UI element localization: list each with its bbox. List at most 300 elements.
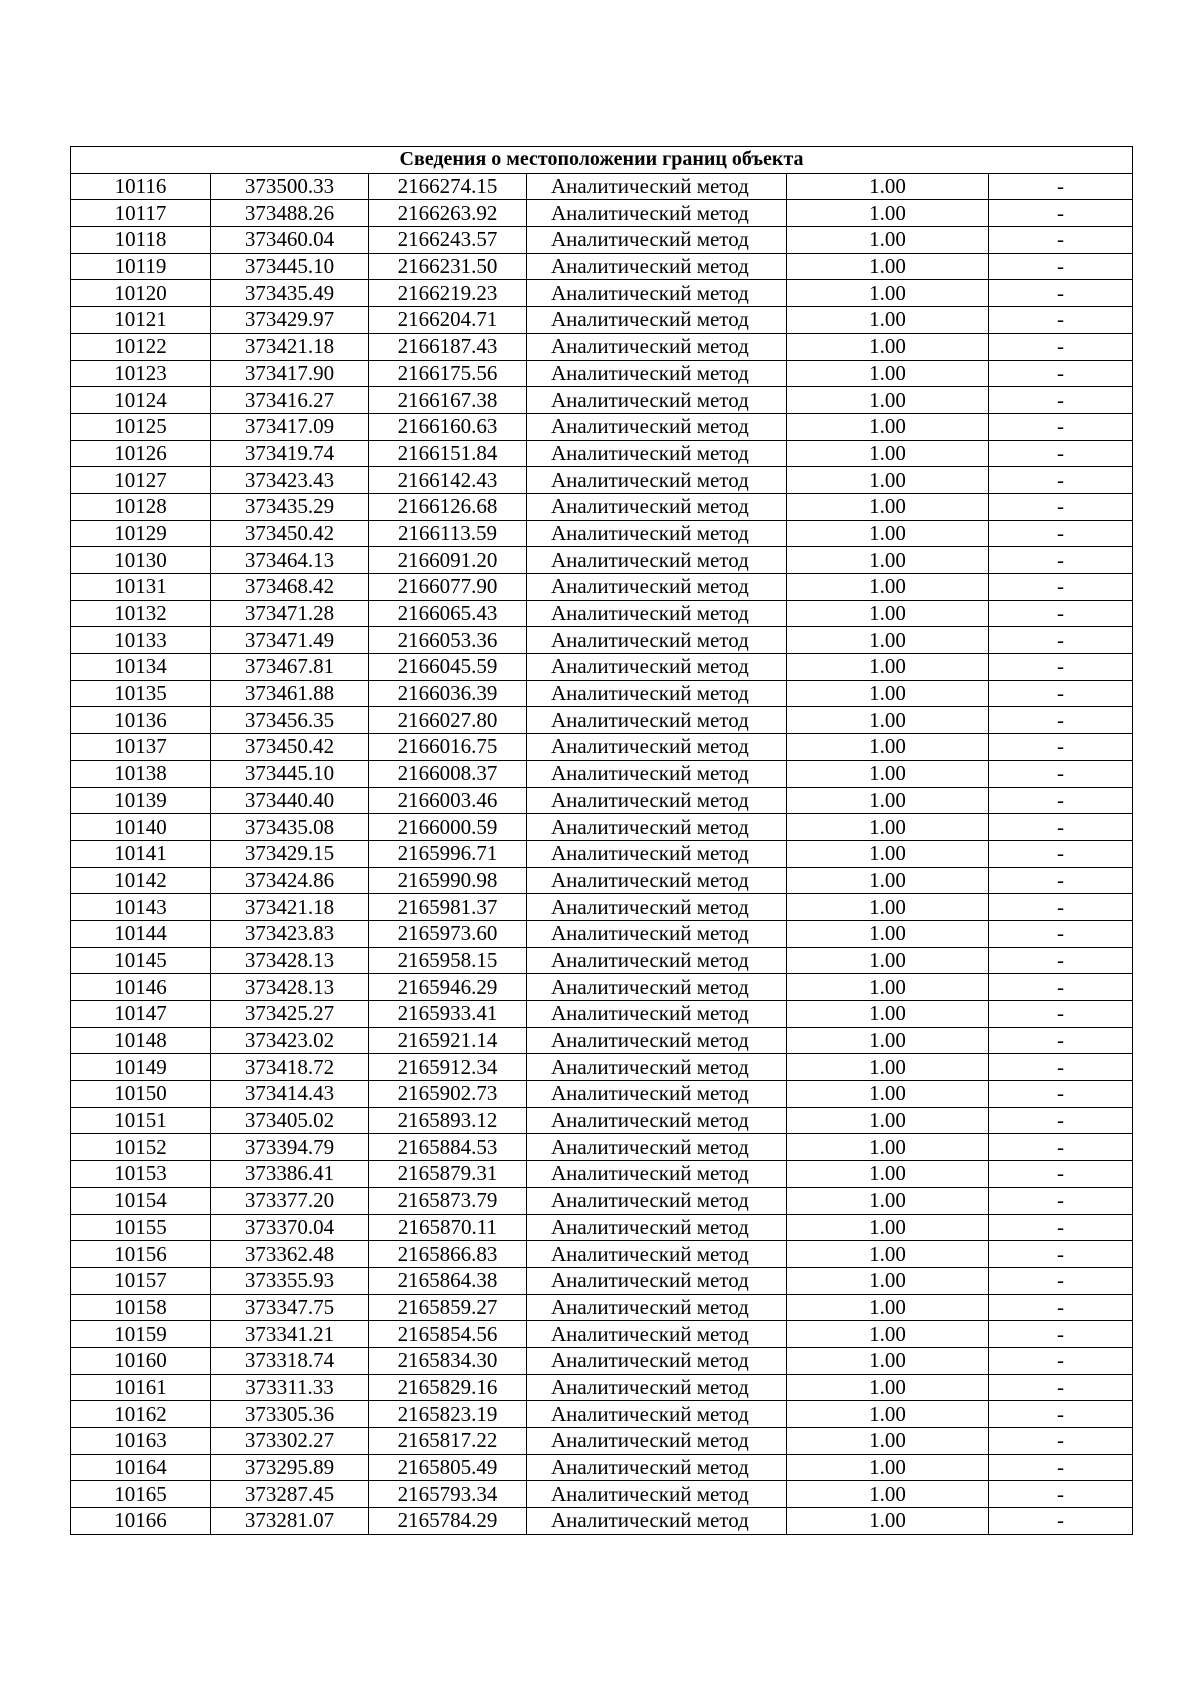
accuracy-cell: 1.00 xyxy=(787,1481,989,1508)
description-cell: - xyxy=(989,387,1133,414)
method-cell: Аналитический метод xyxy=(527,840,787,867)
point-number-cell: 10144 xyxy=(71,920,211,947)
y-coordinate-cell: 2166175.56 xyxy=(369,360,527,387)
accuracy-cell: 1.00 xyxy=(787,1267,989,1294)
point-number-cell: 10154 xyxy=(71,1187,211,1214)
description-cell: - xyxy=(989,1321,1133,1348)
accuracy-cell: 1.00 xyxy=(787,520,989,547)
accuracy-cell: 1.00 xyxy=(787,947,989,974)
method-cell: Аналитический метод xyxy=(527,654,787,681)
x-coordinate-cell: 373394.79 xyxy=(211,1134,369,1161)
accuracy-cell: 1.00 xyxy=(787,360,989,387)
description-cell: - xyxy=(989,1241,1133,1268)
description-cell: - xyxy=(989,1508,1133,1535)
accuracy-cell: 1.00 xyxy=(787,1027,989,1054)
table-row xyxy=(71,1001,1133,1028)
method-cell: Аналитический метод xyxy=(527,307,787,334)
accuracy-cell: 1.00 xyxy=(787,1081,989,1108)
description-cell: - xyxy=(989,227,1133,254)
y-coordinate-cell: 2165946.29 xyxy=(369,974,527,1001)
table-row xyxy=(71,840,1133,867)
method-cell: Аналитический метод xyxy=(527,227,787,254)
description-cell: - xyxy=(989,200,1133,227)
accuracy-cell: 1.00 xyxy=(787,493,989,520)
x-coordinate-cell: 373445.10 xyxy=(211,760,369,787)
x-coordinate-cell: 373456.35 xyxy=(211,707,369,734)
y-coordinate-cell: 2165823.19 xyxy=(369,1401,527,1428)
accuracy-cell: 1.00 xyxy=(787,467,989,494)
y-coordinate-cell: 2165996.71 xyxy=(369,840,527,867)
description-cell: - xyxy=(989,1134,1133,1161)
point-number-cell: 10166 xyxy=(71,1508,211,1535)
x-coordinate-cell: 373450.42 xyxy=(211,734,369,761)
description-cell: - xyxy=(989,307,1133,334)
method-cell: Аналитический метод xyxy=(527,627,787,654)
y-coordinate-cell: 2165834.30 xyxy=(369,1347,527,1374)
accuracy-cell: 1.00 xyxy=(787,307,989,334)
x-coordinate-cell: 373429.15 xyxy=(211,840,369,867)
accuracy-cell: 1.00 xyxy=(787,760,989,787)
point-number-cell: 10131 xyxy=(71,574,211,601)
table-row xyxy=(71,920,1133,947)
x-coordinate-cell: 373460.04 xyxy=(211,227,369,254)
table-row xyxy=(71,1214,1133,1241)
method-cell: Аналитический метод xyxy=(527,1267,787,1294)
y-coordinate-cell: 2165866.83 xyxy=(369,1241,527,1268)
method-cell: Аналитический метод xyxy=(527,173,787,200)
x-coordinate-cell: 373377.20 xyxy=(211,1187,369,1214)
x-coordinate-cell: 373362.48 xyxy=(211,1241,369,1268)
table-row xyxy=(71,1187,1133,1214)
table-row xyxy=(71,333,1133,360)
description-cell: - xyxy=(989,1428,1133,1455)
point-number-cell: 10127 xyxy=(71,467,211,494)
table-row xyxy=(71,600,1133,627)
table-row xyxy=(71,707,1133,734)
description-cell: - xyxy=(989,1107,1133,1134)
x-coordinate-cell: 373355.93 xyxy=(211,1267,369,1294)
method-cell: Аналитический метод xyxy=(527,680,787,707)
accuracy-cell: 1.00 xyxy=(787,1508,989,1535)
x-coordinate-cell: 373423.43 xyxy=(211,467,369,494)
point-number-cell: 10157 xyxy=(71,1267,211,1294)
point-number-cell: 10143 xyxy=(71,894,211,921)
point-number-cell: 10156 xyxy=(71,1241,211,1268)
method-cell: Аналитический метод xyxy=(527,280,787,307)
method-cell: Аналитический метод xyxy=(527,1107,787,1134)
y-coordinate-cell: 2166187.43 xyxy=(369,333,527,360)
point-number-cell: 10148 xyxy=(71,1027,211,1054)
table-row xyxy=(71,1107,1133,1134)
point-number-cell: 10163 xyxy=(71,1428,211,1455)
x-coordinate-cell: 373302.27 xyxy=(211,1428,369,1455)
description-cell: - xyxy=(989,707,1133,734)
description-cell: - xyxy=(989,680,1133,707)
method-cell: Аналитический метод xyxy=(527,1294,787,1321)
y-coordinate-cell: 2166243.57 xyxy=(369,227,527,254)
table-row xyxy=(71,1481,1133,1508)
accuracy-cell: 1.00 xyxy=(787,1001,989,1028)
y-coordinate-cell: 2166027.80 xyxy=(369,707,527,734)
method-cell: Аналитический метод xyxy=(527,387,787,414)
y-coordinate-cell: 2165981.37 xyxy=(369,894,527,921)
description-cell: - xyxy=(989,280,1133,307)
accuracy-cell: 1.00 xyxy=(787,1374,989,1401)
method-cell: Аналитический метод xyxy=(527,1481,787,1508)
x-coordinate-cell: 373435.29 xyxy=(211,493,369,520)
method-cell: Аналитический метод xyxy=(527,1134,787,1161)
point-number-cell: 10165 xyxy=(71,1481,211,1508)
point-number-cell: 10118 xyxy=(71,227,211,254)
accuracy-cell: 1.00 xyxy=(787,654,989,681)
x-coordinate-cell: 373468.42 xyxy=(211,574,369,601)
accuracy-cell: 1.00 xyxy=(787,1454,989,1481)
table-row xyxy=(71,387,1133,414)
description-cell: - xyxy=(989,440,1133,467)
description-cell: - xyxy=(989,894,1133,921)
table-row xyxy=(71,1508,1133,1535)
table-row xyxy=(71,493,1133,520)
description-cell: - xyxy=(989,547,1133,574)
x-coordinate-cell: 373428.13 xyxy=(211,974,369,1001)
y-coordinate-cell: 2165817.22 xyxy=(369,1428,527,1455)
x-coordinate-cell: 373421.18 xyxy=(211,333,369,360)
table-row xyxy=(71,1081,1133,1108)
accuracy-cell: 1.00 xyxy=(787,600,989,627)
table-row xyxy=(71,734,1133,761)
point-number-cell: 10123 xyxy=(71,360,211,387)
accuracy-cell: 1.00 xyxy=(787,1187,989,1214)
description-cell: - xyxy=(989,173,1133,200)
point-number-cell: 10125 xyxy=(71,413,211,440)
description-cell: - xyxy=(989,600,1133,627)
x-coordinate-cell: 373435.49 xyxy=(211,280,369,307)
method-cell: Аналитический метод xyxy=(527,547,787,574)
x-coordinate-cell: 373425.27 xyxy=(211,1001,369,1028)
accuracy-cell: 1.00 xyxy=(787,1134,989,1161)
point-number-cell: 10139 xyxy=(71,787,211,814)
x-coordinate-cell: 373500.33 xyxy=(211,173,369,200)
method-cell: Аналитический метод xyxy=(527,1454,787,1481)
y-coordinate-cell: 2165884.53 xyxy=(369,1134,527,1161)
x-coordinate-cell: 373435.08 xyxy=(211,814,369,841)
method-cell: Аналитический метод xyxy=(527,1241,787,1268)
method-cell: Аналитический метод xyxy=(527,600,787,627)
accuracy-cell: 1.00 xyxy=(787,1214,989,1241)
table-row xyxy=(71,1267,1133,1294)
point-number-cell: 10160 xyxy=(71,1347,211,1374)
method-cell: Аналитический метод xyxy=(527,467,787,494)
x-coordinate-cell: 373419.74 xyxy=(211,440,369,467)
table-body xyxy=(71,173,1133,1534)
y-coordinate-cell: 2165902.73 xyxy=(369,1081,527,1108)
description-cell: - xyxy=(989,493,1133,520)
method-cell: Аналитический метод xyxy=(527,1187,787,1214)
x-coordinate-cell: 373429.97 xyxy=(211,307,369,334)
y-coordinate-cell: 2165859.27 xyxy=(369,1294,527,1321)
point-number-cell: 10142 xyxy=(71,867,211,894)
method-cell: Аналитический метод xyxy=(527,200,787,227)
table-row xyxy=(71,760,1133,787)
table-row xyxy=(71,867,1133,894)
method-cell: Аналитический метод xyxy=(527,734,787,761)
description-cell: - xyxy=(989,1294,1133,1321)
accuracy-cell: 1.00 xyxy=(787,547,989,574)
y-coordinate-cell: 2166045.59 xyxy=(369,654,527,681)
x-coordinate-cell: 373440.40 xyxy=(211,787,369,814)
accuracy-cell: 1.00 xyxy=(787,1107,989,1134)
method-cell: Аналитический метод xyxy=(527,253,787,280)
description-cell: - xyxy=(989,654,1133,681)
x-coordinate-cell: 373428.13 xyxy=(211,947,369,974)
method-cell: Аналитический метод xyxy=(527,493,787,520)
y-coordinate-cell: 2166263.92 xyxy=(369,200,527,227)
point-number-cell: 10152 xyxy=(71,1134,211,1161)
point-number-cell: 10135 xyxy=(71,680,211,707)
description-cell: - xyxy=(989,1481,1133,1508)
point-number-cell: 10159 xyxy=(71,1321,211,1348)
accuracy-cell: 1.00 xyxy=(787,1321,989,1348)
method-cell: Аналитический метод xyxy=(527,440,787,467)
table-row xyxy=(71,200,1133,227)
x-coordinate-cell: 373318.74 xyxy=(211,1347,369,1374)
table-row xyxy=(71,440,1133,467)
table-row xyxy=(71,974,1133,1001)
point-number-cell: 10164 xyxy=(71,1454,211,1481)
table-row xyxy=(71,1321,1133,1348)
table-row xyxy=(71,1161,1133,1188)
description-cell: - xyxy=(989,867,1133,894)
document-page xyxy=(70,146,1132,1535)
accuracy-cell: 1.00 xyxy=(787,787,989,814)
x-coordinate-cell: 373424.86 xyxy=(211,867,369,894)
accuracy-cell: 1.00 xyxy=(787,867,989,894)
table-row xyxy=(71,547,1133,574)
description-cell: - xyxy=(989,787,1133,814)
point-number-cell: 10141 xyxy=(71,840,211,867)
point-number-cell: 10137 xyxy=(71,734,211,761)
y-coordinate-cell: 2166142.43 xyxy=(369,467,527,494)
description-cell: - xyxy=(989,333,1133,360)
description-cell: - xyxy=(989,1214,1133,1241)
x-coordinate-cell: 373461.88 xyxy=(211,680,369,707)
x-coordinate-cell: 373423.83 xyxy=(211,920,369,947)
point-number-cell: 10120 xyxy=(71,280,211,307)
x-coordinate-cell: 373418.72 xyxy=(211,1054,369,1081)
description-cell: - xyxy=(989,253,1133,280)
boundary-coordinates-table xyxy=(70,146,1133,1535)
x-coordinate-cell: 373386.41 xyxy=(211,1161,369,1188)
table-row xyxy=(71,413,1133,440)
y-coordinate-cell: 2166016.75 xyxy=(369,734,527,761)
table-row xyxy=(71,1134,1133,1161)
x-coordinate-cell: 373414.43 xyxy=(211,1081,369,1108)
point-number-cell: 10140 xyxy=(71,814,211,841)
y-coordinate-cell: 2166204.71 xyxy=(369,307,527,334)
table-row xyxy=(71,1401,1133,1428)
method-cell: Аналитический метод xyxy=(527,1374,787,1401)
table-row xyxy=(71,307,1133,334)
description-cell: - xyxy=(989,627,1133,654)
description-cell: - xyxy=(989,760,1133,787)
description-cell: - xyxy=(989,947,1133,974)
point-number-cell: 10162 xyxy=(71,1401,211,1428)
point-number-cell: 10161 xyxy=(71,1374,211,1401)
table-row xyxy=(71,227,1133,254)
method-cell: Аналитический метод xyxy=(527,947,787,974)
point-number-cell: 10126 xyxy=(71,440,211,467)
method-cell: Аналитический метод xyxy=(527,760,787,787)
point-number-cell: 10128 xyxy=(71,493,211,520)
description-cell: - xyxy=(989,1374,1133,1401)
description-cell: - xyxy=(989,1054,1133,1081)
table-row xyxy=(71,1294,1133,1321)
method-cell: Аналитический метод xyxy=(527,894,787,921)
description-cell: - xyxy=(989,360,1133,387)
y-coordinate-cell: 2166167.38 xyxy=(369,387,527,414)
y-coordinate-cell: 2166036.39 xyxy=(369,680,527,707)
table-row xyxy=(71,1454,1133,1481)
table-row xyxy=(71,1347,1133,1374)
method-cell: Аналитический метод xyxy=(527,574,787,601)
table-row xyxy=(71,1428,1133,1455)
y-coordinate-cell: 2166219.23 xyxy=(369,280,527,307)
y-coordinate-cell: 2165958.15 xyxy=(369,947,527,974)
y-coordinate-cell: 2166008.37 xyxy=(369,760,527,787)
description-cell: - xyxy=(989,574,1133,601)
point-number-cell: 10155 xyxy=(71,1214,211,1241)
point-number-cell: 10136 xyxy=(71,707,211,734)
accuracy-cell: 1.00 xyxy=(787,974,989,1001)
x-coordinate-cell: 373467.81 xyxy=(211,654,369,681)
table-row xyxy=(71,253,1133,280)
table-row xyxy=(71,1054,1133,1081)
accuracy-cell: 1.00 xyxy=(787,280,989,307)
table-row xyxy=(71,894,1133,921)
x-coordinate-cell: 373311.33 xyxy=(211,1374,369,1401)
table-row xyxy=(71,520,1133,547)
accuracy-cell: 1.00 xyxy=(787,333,989,360)
accuracy-cell: 1.00 xyxy=(787,734,989,761)
point-number-cell: 10153 xyxy=(71,1161,211,1188)
accuracy-cell: 1.00 xyxy=(787,173,989,200)
accuracy-cell: 1.00 xyxy=(787,920,989,947)
x-coordinate-cell: 373464.13 xyxy=(211,547,369,574)
x-coordinate-cell: 373305.36 xyxy=(211,1401,369,1428)
table-row xyxy=(71,814,1133,841)
description-cell: - xyxy=(989,974,1133,1001)
method-cell: Аналитический метод xyxy=(527,520,787,547)
accuracy-cell: 1.00 xyxy=(787,387,989,414)
point-number-cell: 10117 xyxy=(71,200,211,227)
point-number-cell: 10116 xyxy=(71,173,211,200)
method-cell: Аналитический метод xyxy=(527,1321,787,1348)
point-number-cell: 10124 xyxy=(71,387,211,414)
accuracy-cell: 1.00 xyxy=(787,814,989,841)
description-cell: - xyxy=(989,920,1133,947)
method-cell: Аналитический метод xyxy=(527,1508,787,1535)
table-row xyxy=(71,787,1133,814)
table-title: Сведения о местоположении границ объекта xyxy=(71,147,1133,174)
method-cell: Аналитический метод xyxy=(527,333,787,360)
table-row xyxy=(71,680,1133,707)
point-number-cell: 10132 xyxy=(71,600,211,627)
method-cell: Аналитический метод xyxy=(527,1001,787,1028)
point-number-cell: 10151 xyxy=(71,1107,211,1134)
x-coordinate-cell: 373450.42 xyxy=(211,520,369,547)
y-coordinate-cell: 2166091.20 xyxy=(369,547,527,574)
y-coordinate-cell: 2166160.63 xyxy=(369,413,527,440)
y-coordinate-cell: 2166003.46 xyxy=(369,787,527,814)
table-row xyxy=(71,1241,1133,1268)
description-cell: - xyxy=(989,1267,1133,1294)
table-row xyxy=(71,654,1133,681)
method-cell: Аналитический метод xyxy=(527,360,787,387)
x-coordinate-cell: 373417.90 xyxy=(211,360,369,387)
table-title-row xyxy=(71,147,1133,174)
y-coordinate-cell: 2165893.12 xyxy=(369,1107,527,1134)
y-coordinate-cell: 2165933.41 xyxy=(369,1001,527,1028)
x-coordinate-cell: 373370.04 xyxy=(211,1214,369,1241)
method-cell: Аналитический метод xyxy=(527,787,787,814)
method-cell: Аналитический метод xyxy=(527,413,787,440)
y-coordinate-cell: 2166231.50 xyxy=(369,253,527,280)
point-number-cell: 10134 xyxy=(71,654,211,681)
description-cell: - xyxy=(989,814,1133,841)
x-coordinate-cell: 373471.49 xyxy=(211,627,369,654)
point-number-cell: 10130 xyxy=(71,547,211,574)
y-coordinate-cell: 2165854.56 xyxy=(369,1321,527,1348)
point-number-cell: 10138 xyxy=(71,760,211,787)
x-coordinate-cell: 373416.27 xyxy=(211,387,369,414)
table-row xyxy=(71,1027,1133,1054)
accuracy-cell: 1.00 xyxy=(787,413,989,440)
point-number-cell: 10150 xyxy=(71,1081,211,1108)
y-coordinate-cell: 2166000.59 xyxy=(369,814,527,841)
x-coordinate-cell: 373421.18 xyxy=(211,894,369,921)
description-cell: - xyxy=(989,1187,1133,1214)
description-cell: - xyxy=(989,1001,1133,1028)
table-row xyxy=(71,574,1133,601)
description-cell: - xyxy=(989,734,1133,761)
x-coordinate-cell: 373295.89 xyxy=(211,1454,369,1481)
point-number-cell: 10149 xyxy=(71,1054,211,1081)
accuracy-cell: 1.00 xyxy=(787,1347,989,1374)
y-coordinate-cell: 2165990.98 xyxy=(369,867,527,894)
accuracy-cell: 1.00 xyxy=(787,680,989,707)
point-number-cell: 10146 xyxy=(71,974,211,1001)
x-coordinate-cell: 373405.02 xyxy=(211,1107,369,1134)
accuracy-cell: 1.00 xyxy=(787,1428,989,1455)
description-cell: - xyxy=(989,1081,1133,1108)
y-coordinate-cell: 2165870.11 xyxy=(369,1214,527,1241)
description-cell: - xyxy=(989,413,1133,440)
accuracy-cell: 1.00 xyxy=(787,574,989,601)
table-row xyxy=(71,627,1133,654)
table-row xyxy=(71,947,1133,974)
y-coordinate-cell: 2165829.16 xyxy=(369,1374,527,1401)
method-cell: Аналитический метод xyxy=(527,920,787,947)
point-number-cell: 10122 xyxy=(71,333,211,360)
accuracy-cell: 1.00 xyxy=(787,253,989,280)
y-coordinate-cell: 2165879.31 xyxy=(369,1161,527,1188)
y-coordinate-cell: 2165921.14 xyxy=(369,1027,527,1054)
y-coordinate-cell: 2166126.68 xyxy=(369,493,527,520)
accuracy-cell: 1.00 xyxy=(787,1161,989,1188)
table-row xyxy=(71,1374,1133,1401)
y-coordinate-cell: 2166113.59 xyxy=(369,520,527,547)
accuracy-cell: 1.00 xyxy=(787,894,989,921)
